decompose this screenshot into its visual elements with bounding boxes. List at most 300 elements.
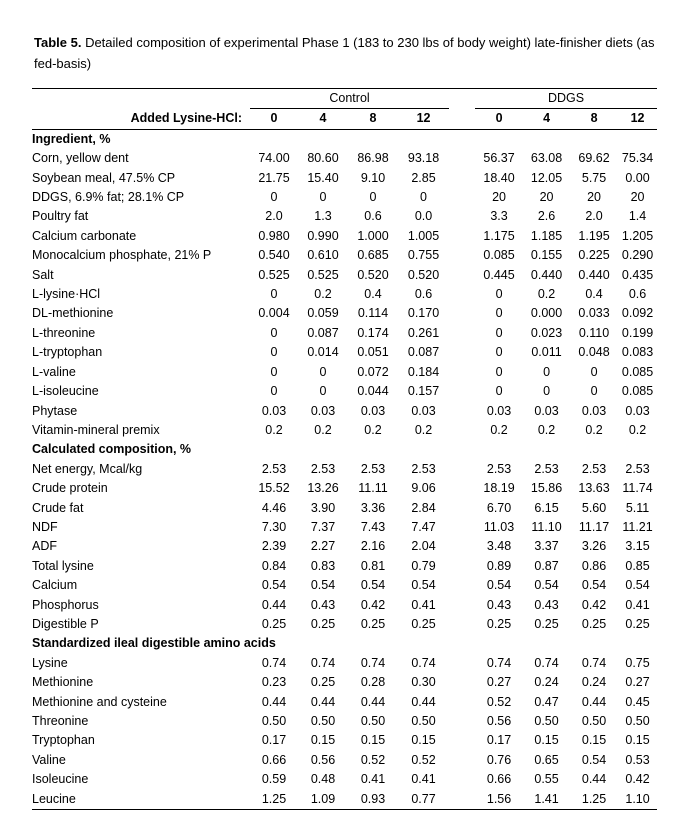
cell-value: 0.54	[486, 578, 512, 593]
row-label: Leucine	[32, 790, 250, 810]
cell-value: 0.44	[360, 694, 386, 709]
cell-value: 2.6	[537, 209, 556, 224]
cell-value: 0	[270, 364, 278, 379]
cell-value: 0.52	[411, 752, 436, 767]
row-label: Isoleucine	[32, 772, 89, 787]
cell-value: 6.15	[534, 500, 559, 515]
row-label: L-lysine·HCl	[32, 287, 101, 302]
cell-value: 0.17	[486, 733, 512, 748]
cell-value: 0.15	[625, 733, 650, 748]
cell-value: 0.980	[258, 228, 290, 243]
cell-value: 0.15	[360, 733, 386, 748]
cell-value: 0.6	[364, 209, 382, 224]
cell-value: 0.85	[625, 558, 650, 573]
table-row	[32, 615, 657, 634]
cell-value: 3.3	[490, 209, 508, 224]
cell-value: 0.83	[310, 558, 336, 573]
cell-value: 0.56	[310, 752, 336, 767]
table-row	[32, 324, 657, 343]
cell-value: 0.520	[357, 267, 389, 282]
table-row	[32, 537, 657, 556]
cell-value: 3.37	[534, 539, 559, 554]
row-label: L-valine	[32, 364, 76, 379]
cell-value: 0.00	[625, 170, 650, 185]
cell-value: 0.25	[411, 616, 436, 631]
cell-value: 2.53	[411, 461, 436, 476]
cell-value: 13.63	[578, 481, 610, 496]
cell-value: 0.048	[578, 345, 610, 360]
cell-value: 7.43	[360, 519, 386, 534]
table-row	[32, 751, 657, 770]
cell-value: 0.25	[360, 616, 386, 631]
cell-value: 7.37	[310, 519, 336, 534]
cell-value: 1.56	[475, 790, 523, 810]
cell-value: 20	[587, 190, 601, 205]
cell-value: 0.033	[578, 306, 610, 321]
cell-value: 15.86	[530, 481, 563, 496]
level-header: 8	[348, 109, 398, 129]
cell-value: 11.10	[531, 519, 562, 534]
cell-value: 11.17	[578, 519, 610, 534]
cell-value: 20	[539, 190, 554, 205]
table-row	[32, 421, 657, 440]
cell-value: 0.17	[261, 733, 287, 748]
cell-value: 0.25	[486, 616, 512, 631]
cell-value: 0.03	[261, 403, 287, 418]
cell-value: 20	[630, 190, 645, 205]
cell-value: 1.41	[523, 790, 570, 810]
cell-value: 2.84	[411, 500, 436, 515]
table-row	[32, 576, 657, 595]
cell-value: 0.52	[360, 752, 386, 767]
cell-value: 15.52	[258, 481, 290, 496]
cell-value: 0.290	[621, 248, 654, 263]
cell-value: 86.98	[357, 151, 389, 166]
cell-value: 0.74	[534, 655, 559, 670]
table-row	[32, 518, 657, 537]
cell-value: 0.03	[486, 403, 512, 418]
cell-value: 9.10	[360, 170, 386, 185]
section-title: Standardized ileal digestible amino acids	[32, 636, 276, 651]
cell-value: 0.4	[585, 287, 603, 302]
cell-value: 0	[495, 325, 503, 340]
cell-value: 7.30	[261, 519, 287, 534]
cell-value: 2.04	[411, 539, 436, 554]
table-row	[32, 246, 657, 265]
table-row	[32, 654, 657, 673]
cell-value: 1.4	[628, 209, 647, 224]
row-label: Monocalcium phosphate, 21% P	[32, 248, 212, 263]
cell-value: 0	[590, 384, 598, 399]
cell-value: 0.25	[310, 675, 336, 690]
cell-value: 0.685	[357, 248, 389, 263]
cell-value: 0.540	[258, 248, 290, 263]
cell-value: 0.2	[490, 422, 508, 437]
cell-value: 0.610	[307, 248, 339, 263]
cell-value: 0.54	[310, 578, 336, 593]
cell-value: 13.26	[307, 481, 339, 496]
cell-value: 0.525	[258, 267, 290, 282]
cell-value: 0.000	[530, 306, 563, 321]
cell-value: 2.53	[534, 461, 559, 476]
cell-value: 3.26	[581, 539, 607, 554]
cell-value: 3.90	[310, 500, 336, 515]
group-ddgs: DDGS	[475, 89, 657, 109]
cell-value: 0.445	[483, 267, 515, 282]
cell-value: 0.157	[407, 384, 440, 399]
level-header: 4	[298, 109, 348, 129]
cell-value: 0.170	[407, 306, 440, 321]
row-label: ADF	[32, 539, 57, 554]
cell-value: 0.525	[307, 267, 339, 282]
cell-value: 0.087	[307, 325, 339, 340]
cell-value: 0.520	[407, 267, 440, 282]
cell-value: 0.44	[261, 694, 287, 709]
row-label: Threonine	[32, 714, 89, 728]
cell-value: 0.24	[581, 675, 607, 690]
cell-value: 0.072	[357, 364, 389, 379]
cell-value: 1.25	[570, 790, 618, 810]
cell-value: 0.43	[310, 597, 336, 612]
cell-value: 0.2	[364, 422, 382, 437]
row-label: Methionine	[32, 675, 94, 690]
cell-value: 1.005	[407, 228, 440, 243]
cell-value: 0.174	[357, 325, 389, 340]
row-label: Soybean meal, 47.5% CP	[32, 170, 176, 185]
row-label: Crude protein	[32, 481, 108, 496]
cell-value: 0.435	[621, 267, 654, 282]
table-row	[32, 596, 657, 615]
cell-value: 0.50	[534, 714, 559, 728]
cell-value: 69.62	[578, 151, 610, 166]
cell-value: 0.56	[486, 714, 512, 728]
cell-value: 0.74	[486, 655, 512, 670]
table-row	[32, 285, 657, 304]
cell-value: 0	[270, 384, 278, 399]
cell-value: 1.3	[314, 209, 332, 224]
row-label: Vitamin-mineral premix	[32, 422, 160, 437]
cell-value: 0	[495, 287, 503, 302]
level-header: 0	[475, 109, 523, 129]
cell-value: 0.28	[360, 675, 386, 690]
cell-value: 0.81	[360, 558, 386, 573]
cell-value: 2.53	[625, 461, 650, 476]
cell-value: 1.185	[530, 228, 563, 243]
row-label: Crude fat	[32, 500, 84, 515]
cell-value: 1.25	[250, 790, 298, 810]
cell-value: 11.03	[483, 519, 515, 534]
table-row	[32, 770, 657, 789]
cell-value: 0.84	[261, 558, 287, 573]
cell-value: 0.0	[414, 209, 433, 224]
cell-value: 0.25	[625, 616, 650, 631]
table-row	[32, 673, 657, 692]
cell-value: 0.74	[310, 655, 336, 670]
cell-value: 0	[495, 306, 503, 321]
cell-value: 11.74	[622, 481, 653, 496]
cell-value: 0	[270, 287, 278, 302]
cell-value: 0.092	[621, 306, 654, 321]
cell-value: 80.60	[307, 151, 339, 166]
cell-value: 0.755	[407, 248, 440, 263]
group-header-row	[32, 89, 657, 109]
cell-value: 0.52	[486, 694, 512, 709]
cell-value: 75.34	[621, 151, 654, 166]
cell-value: 0.25	[261, 616, 287, 631]
row-label: Total lysine	[32, 558, 94, 573]
row-label: Calcium	[32, 578, 78, 593]
cell-value: 3.48	[486, 539, 512, 554]
cell-value: 0.41	[411, 772, 436, 787]
table-row	[32, 712, 657, 731]
table-row	[32, 149, 657, 168]
cell-value: 2.53	[310, 461, 336, 476]
cell-value: 0.66	[261, 752, 287, 767]
cell-value: 2.53	[360, 461, 386, 476]
cell-value: 0.41	[411, 597, 436, 612]
cell-value: 0.44	[261, 597, 287, 612]
level-header: 4	[523, 109, 570, 129]
cell-value: 0.59	[261, 772, 287, 787]
cell-value: 0.2	[537, 287, 556, 302]
section-header	[32, 634, 657, 653]
cell-value: 0.059	[307, 306, 339, 321]
cell-value: 0.03	[411, 403, 436, 418]
table-row	[32, 363, 657, 382]
cell-value: 4.46	[261, 500, 287, 515]
cell-value: 0	[543, 364, 551, 379]
level-header: 12	[398, 109, 449, 129]
table-row	[32, 402, 657, 421]
cell-value: 0.50	[310, 714, 336, 728]
cell-value: 0.66	[486, 772, 512, 787]
cell-value: 0.261	[407, 325, 440, 340]
cell-value: 0.41	[360, 772, 386, 787]
cell-value: 0.30	[411, 675, 436, 690]
row-label: L-tryptophan	[32, 345, 103, 360]
cell-value: 0.2	[314, 287, 332, 302]
cell-value: 0	[369, 190, 377, 205]
cell-value: 0.42	[581, 597, 607, 612]
cell-value: 0.440	[530, 267, 563, 282]
cell-value: 0.47	[534, 694, 559, 709]
row-label: Salt	[32, 267, 54, 282]
cell-value: 0.03	[360, 403, 386, 418]
cell-value: 0.184	[407, 364, 440, 379]
group-control: Control	[250, 89, 449, 109]
table-number: Table 5.	[34, 35, 82, 50]
cell-value: 2.0	[265, 209, 283, 224]
cell-value: 0.2	[414, 422, 433, 437]
table-caption	[34, 32, 664, 74]
cell-value: 21.75	[258, 170, 290, 185]
cell-value: 0.76	[486, 752, 512, 767]
cell-value: 0.4	[364, 287, 382, 302]
row-label: NDF	[32, 519, 58, 534]
row-label: Valine	[32, 752, 66, 767]
section-title: Calculated composition, %	[32, 442, 192, 457]
lysine-level-label: Added Lysine-HCl:	[32, 109, 250, 129]
cell-value: 74.00	[258, 151, 290, 166]
cell-value: 1.195	[578, 228, 610, 243]
cell-value: 0.50	[581, 714, 607, 728]
cell-value: 0.77	[398, 790, 449, 810]
cell-value: 2.27	[310, 539, 336, 554]
cell-value: 0.011	[531, 345, 562, 360]
cell-value: 1.175	[483, 228, 515, 243]
row-label: Methionine and cysteine	[32, 694, 167, 709]
cell-value: 0.2	[585, 422, 603, 437]
cell-value: 0.085	[621, 364, 654, 379]
cell-value: 0.15	[310, 733, 336, 748]
row-label: Calcium carbonate	[32, 228, 137, 243]
cell-value: 63.08	[530, 151, 563, 166]
cell-value: 0.55	[534, 772, 559, 787]
level-header: 0	[250, 109, 298, 129]
cell-value: 0.03	[534, 403, 559, 418]
cell-value: 0.44	[411, 694, 436, 709]
cell-value: 0.2	[537, 422, 556, 437]
cell-value: 2.16	[360, 539, 386, 554]
cell-value: 0.27	[486, 675, 512, 690]
diet-composition-table	[32, 88, 657, 810]
cell-value: 0.43	[534, 597, 559, 612]
cell-value: 0.25	[534, 616, 559, 631]
cell-value: 0.75	[625, 655, 650, 670]
table-row	[32, 169, 657, 188]
cell-value: 2.0	[585, 209, 603, 224]
cell-value: 9.06	[411, 481, 436, 496]
cell-value: 0.990	[307, 228, 339, 243]
cell-value: 0.25	[310, 616, 336, 631]
cell-value: 5.11	[625, 500, 650, 515]
cell-value: 1.000	[357, 228, 389, 243]
cell-value: 0.50	[261, 714, 287, 728]
level-header: 8	[570, 109, 618, 129]
cell-value: 0.86	[581, 558, 607, 573]
cell-value: 0	[270, 190, 278, 205]
cell-value: 0.085	[483, 248, 515, 263]
cell-value: 0.225	[578, 248, 610, 263]
cell-value: 0.2	[628, 422, 647, 437]
cell-value: 0.44	[310, 694, 336, 709]
cell-value: 1.205	[621, 228, 654, 243]
table-row	[32, 227, 657, 246]
cell-value: 2.53	[261, 461, 287, 476]
cell-value: 0.45	[625, 694, 650, 709]
cell-value: 5.75	[581, 170, 607, 185]
row-label: Phosphorus	[32, 597, 99, 612]
cell-value: 0.79	[411, 558, 436, 573]
cell-value: 0	[420, 190, 427, 205]
row-label: DDGS, 6.9% fat; 28.1% CP	[32, 190, 185, 205]
cell-value: 11.11	[358, 481, 388, 496]
cell-value: 0.42	[625, 772, 650, 787]
row-label: Tryptophan	[32, 733, 95, 748]
cell-value: 2.53	[581, 461, 607, 476]
cell-value: 0.15	[534, 733, 559, 748]
cell-value: 0.2	[314, 422, 332, 437]
table-row	[32, 790, 657, 810]
cell-value: 3.15	[625, 539, 650, 554]
row-label: L-isoleucine	[32, 384, 99, 399]
cell-value: 0.53	[625, 752, 650, 767]
cell-value: 0.54	[360, 578, 386, 593]
cell-value: 0.50	[411, 714, 436, 728]
cell-value: 0	[495, 345, 503, 360]
cell-value: 0	[495, 364, 503, 379]
cell-value: 0.50	[360, 714, 386, 728]
cell-value: 0.54	[581, 578, 607, 593]
cell-value: 0.044	[357, 384, 389, 399]
cell-value: 0.087	[407, 345, 440, 360]
cell-value: 0.24	[534, 675, 559, 690]
cell-value: 0.014	[307, 345, 339, 360]
cell-value: 0.03	[625, 403, 650, 418]
row-label: Corn, yellow dent	[32, 151, 129, 166]
cell-value: 0.54	[625, 578, 650, 593]
table-row	[32, 266, 657, 285]
cell-value: 0.65	[534, 752, 559, 767]
cell-value: 0.25	[581, 616, 607, 631]
cell-value: 0.004	[258, 306, 290, 321]
cell-value: 0.114	[357, 306, 389, 321]
cell-value: 0.6	[414, 287, 433, 302]
row-label: Poultry fat	[32, 209, 89, 224]
table-row	[32, 557, 657, 576]
cell-value: 56.37	[483, 151, 515, 166]
cell-value: 0.93	[348, 790, 398, 810]
cell-value: 3.36	[360, 500, 386, 515]
table-row	[32, 499, 657, 518]
cell-value: 1.09	[298, 790, 348, 810]
cell-value: 0.74	[581, 655, 607, 670]
cell-value: 0.44	[581, 694, 607, 709]
cell-value: 1.10	[618, 790, 657, 810]
cell-value: 0	[590, 364, 598, 379]
cell-value: 0.051	[357, 345, 389, 360]
cell-value: 12.05	[530, 170, 563, 185]
cell-value: 0.15	[581, 733, 607, 748]
cell-value: 0.89	[486, 558, 512, 573]
cell-value: 0.43	[486, 597, 512, 612]
cell-value: 0	[543, 384, 551, 399]
cell-value: 20	[492, 190, 506, 205]
cell-value: 0.155	[530, 248, 563, 263]
row-label: Phytase	[32, 403, 78, 418]
cell-value: 93.18	[407, 151, 440, 166]
cell-value: 0.03	[310, 403, 336, 418]
cell-value: 0.44	[581, 772, 607, 787]
cell-value: 5.60	[581, 500, 607, 515]
cell-value: 0.27	[625, 675, 650, 690]
cell-value: 0.23	[261, 675, 287, 690]
table-row	[32, 304, 657, 323]
section-header	[32, 129, 657, 149]
cell-value: 7.47	[411, 519, 436, 534]
cell-value: 0.03	[581, 403, 607, 418]
table-row	[32, 188, 657, 207]
level-header: 12	[618, 109, 657, 129]
cell-value: 0	[495, 384, 503, 399]
row-label: L-threonine	[32, 325, 96, 340]
row-label: DL-methionine	[32, 306, 114, 321]
cell-value: 0	[270, 345, 278, 360]
cell-value: 0.41	[625, 597, 650, 612]
row-label: Lysine	[32, 655, 68, 670]
cell-value: 0.2	[265, 422, 283, 437]
cell-value: 2.53	[486, 461, 512, 476]
